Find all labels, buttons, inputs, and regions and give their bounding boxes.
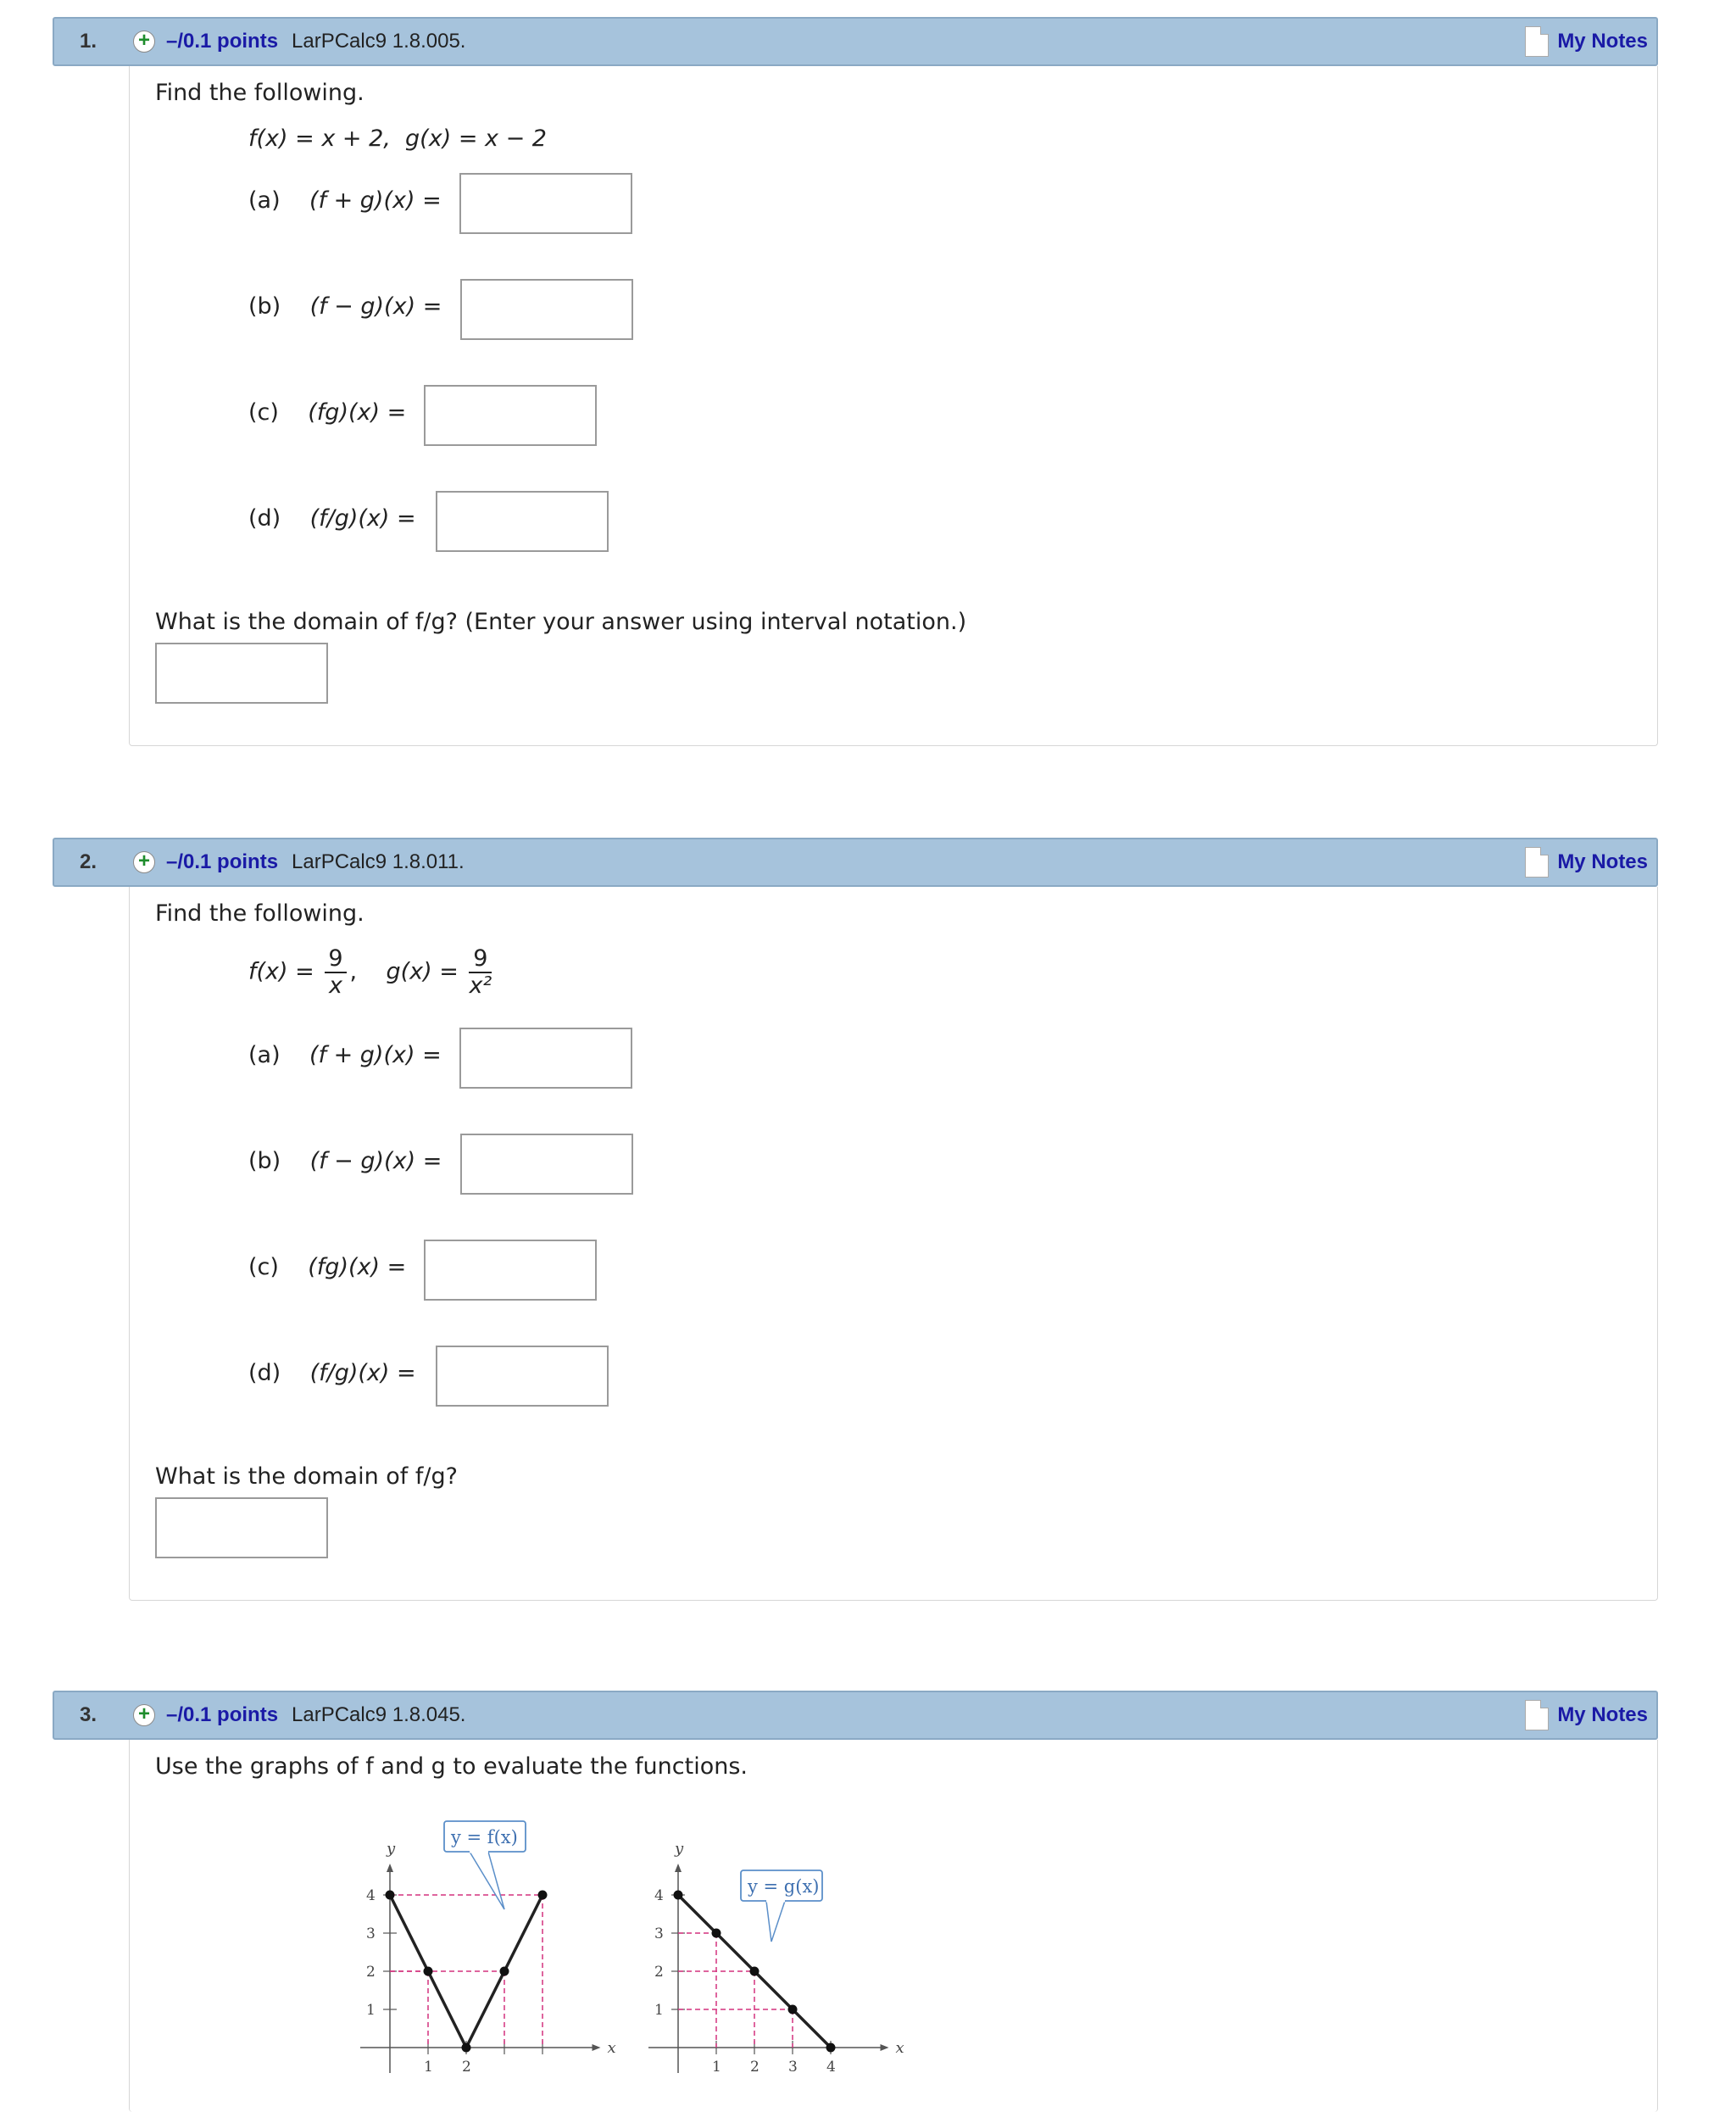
part-label: (b): [248, 1148, 281, 1174]
my-notes-label: My Notes: [1557, 30, 1648, 53]
part-c: [248, 399, 406, 426]
part-label: (b): [248, 293, 281, 320]
answer-input-c[interactable]: [424, 1240, 597, 1301]
domain-answer-input[interactable]: [155, 1497, 328, 1558]
y-tick-label: 1: [366, 2002, 376, 2019]
domain-answer-input[interactable]: [155, 643, 328, 704]
func-g-fraction: [469, 946, 492, 999]
numerator: 9: [325, 946, 346, 973]
data-point: [538, 1891, 548, 1900]
part-expression: (f/g)(x) =: [309, 505, 416, 532]
denominator: x: [328, 972, 342, 999]
my-notes-button[interactable]: [1525, 1698, 1648, 1732]
part-expression: (f − g)(x) =: [309, 1148, 442, 1174]
func-g: g(x) = x − 2: [405, 125, 547, 152]
y-axis-arrow: [387, 1864, 393, 1872]
note-icon: [1525, 1700, 1549, 1730]
my-notes-label: My Notes: [1557, 850, 1648, 873]
y-tick-label: 2: [654, 1964, 664, 1981]
question-number: 1.: [80, 30, 97, 53]
question-ref: LarPCalc9 1.8.005.: [292, 30, 466, 53]
data-point: [500, 1967, 509, 1976]
domain-question: What is the domain of f/g?: [155, 1463, 458, 1490]
question-intro: Find the following.: [155, 900, 364, 927]
question-intro: Use the graphs of f and g to evaluate the functions.: [155, 1753, 748, 1780]
x-tick-label: 2: [462, 2059, 471, 2076]
part-expression: (f − g)(x) =: [309, 293, 442, 320]
data-point: [674, 1891, 683, 1900]
y-tick-label: 3: [366, 1925, 376, 1942]
answer-input-c[interactable]: [424, 385, 597, 446]
points-link[interactable]: –/0.1 points: [166, 1703, 279, 1726]
x-tick-label: 1: [712, 2059, 721, 2076]
points-link[interactable]: –/0.1 points: [166, 30, 279, 53]
part-expression: (fg)(x) =: [308, 399, 407, 426]
question-1-body: [129, 66, 1658, 746]
data-point: [386, 1891, 395, 1900]
part-a: [248, 187, 442, 214]
part-a: [248, 1042, 442, 1068]
x-axis-arrow: [593, 2044, 601, 2051]
x-tick-label: 4: [826, 2059, 836, 2076]
my-notes-label: My Notes: [1557, 1703, 1648, 1726]
chart-title: y = f(x): [451, 1827, 518, 1847]
part-expression: (fg)(x) =: [308, 1254, 407, 1280]
x-tick-label: 1: [424, 2059, 433, 2076]
answer-input-d[interactable]: [436, 491, 609, 552]
x-axis-label: x: [895, 2039, 904, 2057]
question-ref: LarPCalc9 1.8.011.: [292, 850, 465, 873]
function-definitions: f(x) = $\frac{9}{x}$ , g(x) = $\frac{9}{\text{x²}}$: [248, 945, 492, 999]
callout-pointer: [766, 1901, 785, 1942]
question-number: 3.: [80, 1703, 97, 1726]
x-axis-label: x: [607, 2039, 616, 2057]
part-label: (c): [248, 399, 279, 426]
question-2-header: [53, 838, 1658, 887]
graph-g-chart: [627, 1814, 907, 2086]
part-expression: (f + g)(x) =: [309, 1042, 442, 1068]
x-axis-arrow: [881, 2044, 889, 2051]
my-notes-button[interactable]: [1525, 25, 1648, 59]
question-intro: Find the following.: [155, 80, 364, 106]
part-b: [248, 1148, 442, 1174]
part-label: (d): [248, 505, 281, 532]
x-tick-label: 3: [788, 2059, 798, 2076]
y-tick-label: 2: [366, 1964, 376, 1981]
data-point: [750, 1967, 760, 1976]
question-number: 2.: [80, 850, 97, 873]
function-definitions: [248, 125, 547, 152]
question-2-body: [129, 887, 1658, 1601]
data-point: [712, 1929, 721, 1938]
func-f-lhs: f(x) =: [248, 958, 314, 985]
y-tick-label: 1: [654, 2002, 664, 2019]
answer-input-a[interactable]: [459, 1028, 632, 1089]
question-3-header: [53, 1691, 1658, 1740]
func-g-lhs: g(x) =: [386, 958, 459, 985]
graph-f-chart: [339, 1814, 619, 2086]
y-axis-label: y: [387, 1840, 396, 1858]
part-d: [248, 1360, 416, 1386]
part-b: [248, 293, 442, 320]
data-point: [826, 2043, 836, 2053]
y-axis-arrow: [675, 1864, 682, 1872]
chart-title: y = g(x): [748, 1876, 820, 1897]
part-d: [248, 505, 416, 532]
part-expression: (f + g)(x) =: [309, 187, 442, 214]
part-c: [248, 1254, 406, 1280]
part-label: (d): [248, 1360, 281, 1386]
answer-input-d[interactable]: [436, 1346, 609, 1407]
data-point: [462, 2043, 471, 2053]
answer-input-b[interactable]: [460, 1134, 633, 1195]
denominator: x²: [469, 972, 492, 999]
y-axis-label: y: [675, 1840, 684, 1858]
data-point: [424, 1967, 433, 1976]
note-icon: [1525, 847, 1549, 878]
part-expression: (f/g)(x) =: [309, 1360, 416, 1386]
expand-plus-icon[interactable]: +: [133, 851, 155, 873]
points-link[interactable]: –/0.1 points: [166, 850, 279, 873]
expand-plus-icon[interactable]: +: [133, 1704, 155, 1726]
callout-pointer: [470, 1852, 504, 1909]
domain-question: What is the domain of f/g? (Enter your answer using interval notation.): [155, 609, 967, 635]
part-label: (a): [248, 187, 281, 214]
part-label: (c): [248, 1254, 279, 1280]
x-tick-label: 2: [750, 2059, 760, 2076]
part-label: (a): [248, 1042, 281, 1068]
numerator: 9: [469, 946, 492, 973]
note-icon: [1525, 26, 1549, 57]
answer-input-b[interactable]: [460, 279, 633, 340]
func-f-fraction: [325, 946, 346, 999]
expand-plus-icon[interactable]: +: [133, 31, 155, 53]
answer-input-a[interactable]: [459, 173, 632, 234]
data-point: [788, 2005, 798, 2014]
y-tick-label: 3: [654, 1925, 664, 1942]
my-notes-button[interactable]: [1525, 845, 1648, 879]
y-tick-label: 4: [366, 1887, 376, 1904]
question-ref: LarPCalc9 1.8.045.: [292, 1703, 466, 1726]
question-1-header: [53, 17, 1658, 66]
func-f: f(x) = x + 2,: [248, 125, 391, 152]
y-tick-label: 4: [654, 1887, 664, 1904]
